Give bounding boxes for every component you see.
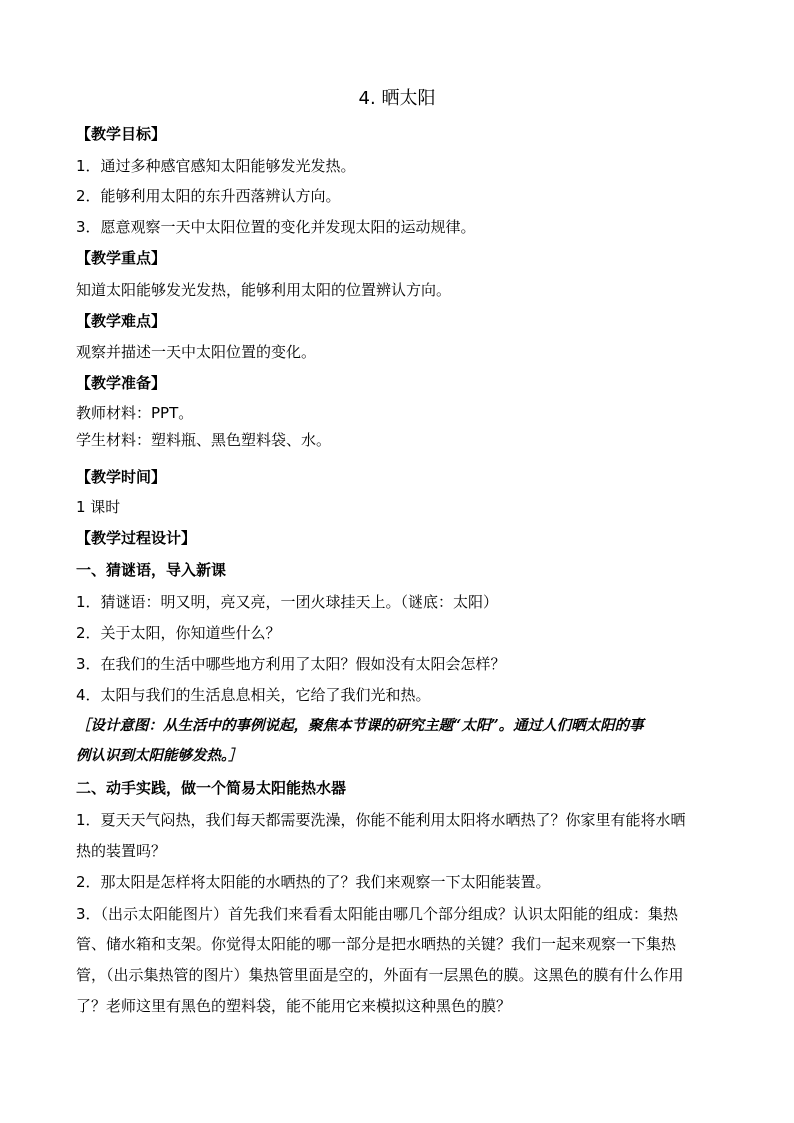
document-title: 4. 晒太阳 (358, 88, 436, 109)
process-heading: 【教学过程设计】 (76, 529, 197, 547)
part2-line-2: 热的装置吗？ (76, 842, 167, 860)
part2-line-3: 2．那太阳是怎样将太阳能的水晒热的了？我们来观察一下太阳能装置。 (76, 873, 551, 891)
difficulties-heading: 【教学难点】 (76, 312, 167, 330)
preparation-heading: 【教学准备】 (76, 374, 167, 392)
goal-item-3: 3．愿意观察一天中太阳位置的变化并发现太阳的运动规律。 (76, 218, 476, 236)
goal-item-2: 2．能够利用太阳的东升西落辨认方向。 (76, 187, 341, 205)
part2-heading: 二、动手实践，做一个简易太阳能热水器 (76, 779, 347, 797)
time-text: 1 课时 (76, 498, 121, 516)
design-note-line-1: ［设计意图：从生活中的事例说起，聚焦本节课的研究主题“太阳”。通过人们晒太阳的事 (76, 717, 644, 734)
goal-item-1: 1．通过多种感官感知太阳能够发光发热。 (76, 157, 356, 175)
part1-heading: 一、猜谜语，导入新课 (76, 561, 227, 579)
time-heading: 【教学时间】 (76, 468, 167, 486)
key-points-text: 知道太阳能够发光发热，能够利用太阳的位置辨认方向。 (76, 281, 452, 299)
key-points-heading: 【教学重点】 (76, 249, 167, 267)
part1-item-1: 1．猜谜语：明又明，亮又亮，一团火球挂天上。（谜底：太阳） (76, 593, 499, 611)
goals-heading: 【教学目标】 (76, 125, 167, 143)
part2-line-6: 管，（出示集热管的图片）集热管里面是空的，外面有一层黑色的膜。这黑色的膜有什么作用 (76, 966, 684, 984)
part1-item-2: 2．关于太阳，你知道些什么？ (76, 624, 281, 642)
teacher-materials: 教师材料：PPT。 (76, 404, 194, 422)
part1-item-3: 3．在我们的生活中哪些地方利用了太阳？假如没有太阳会怎样？ (76, 655, 506, 673)
difficulties-text: 观察并描述一天中太阳位置的变化。 (76, 343, 317, 361)
student-materials: 学生材料：塑料瓶、黑色塑料袋、水。 (76, 431, 332, 449)
part2-line-7: 了？老师这里有黑色的塑料袋，能不能用它来模拟这种黑色的膜？ (76, 997, 512, 1015)
part2-line-1: 1．夏天天气闷热，我们每天都需要洗澡，你能不能利用太阳将水晒热了？你家里有能将水晒 (76, 811, 686, 829)
part2-line-4: 3．（出示太阳能图片）首先我们来看看太阳能由哪几个部分组成？认识太阳能的组成：集热 (76, 905, 679, 923)
part1-item-4: 4．太阳与我们的生活息息相关，它给了我们光和热。 (76, 686, 431, 704)
design-note-line-2: 例认识到太阳能够发热。］ (76, 747, 243, 764)
part2-line-5: 管、储水箱和支架。你觉得太阳能的哪一部分是把水晒热的关键？我们一起来观察一下集热 (76, 935, 677, 953)
